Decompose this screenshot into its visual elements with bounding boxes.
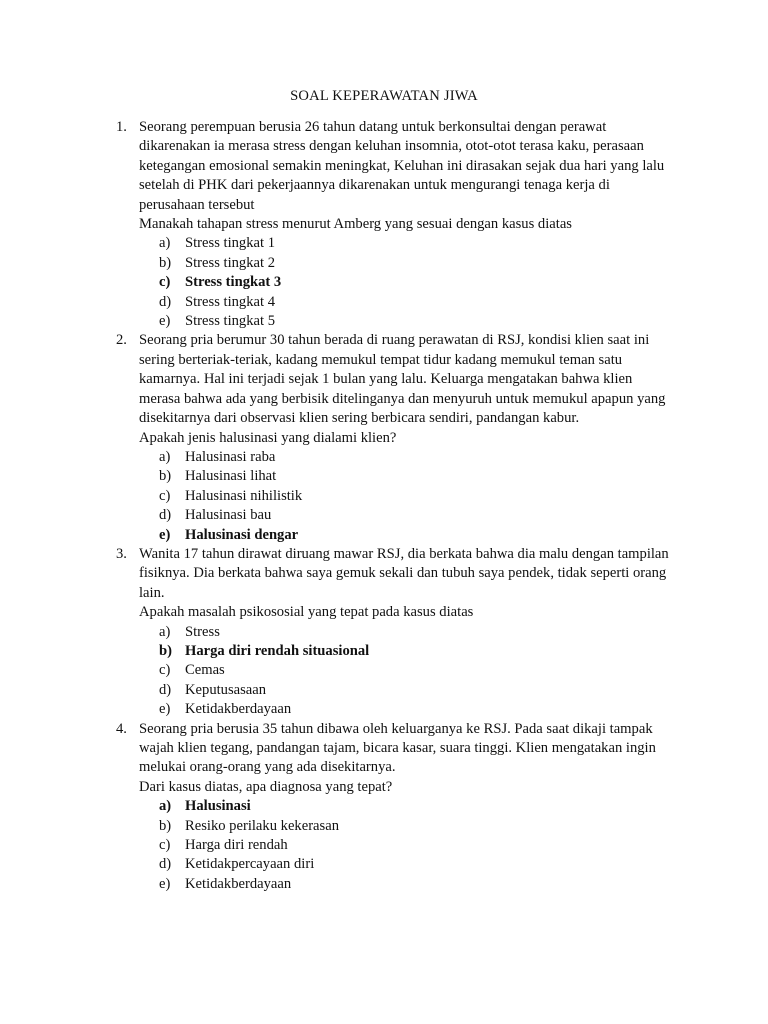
option-letter: e) (159, 701, 171, 718)
question-prompt: Apakah masalah psikososial yang tepat pada kasus diatas (139, 604, 474, 621)
question-1 (116, 118, 676, 331)
option-d (139, 293, 676, 312)
option-text: Cemas (185, 662, 225, 679)
option-letter: d) (159, 507, 172, 524)
question-2 (116, 331, 676, 544)
question-4 (116, 720, 676, 895)
option-c (139, 836, 676, 855)
question-prompt: Manakah tahapan stress menurut Amberg yang sesuai dengan kasus diatas (139, 216, 572, 233)
option-c (139, 487, 676, 506)
option-text: Halusinasi raba (185, 448, 276, 465)
option-letter: a) (159, 235, 171, 252)
question-number: 2. (116, 332, 127, 349)
option-b (139, 817, 676, 836)
option-c (139, 661, 676, 680)
option-b (139, 467, 676, 486)
option-text: Stress tingkat 5 (185, 313, 275, 330)
option-letter: c) (159, 274, 171, 291)
option-list (139, 234, 676, 331)
option-letter: d) (159, 856, 172, 873)
question-prompt: Apakah jenis halusinasi yang dialami klien? (139, 429, 397, 446)
option-text: Stress tingkat 1 (185, 235, 275, 252)
option-letter: b) (159, 642, 172, 659)
option-text: Stress tingkat 3 (185, 274, 282, 291)
option-letter: c) (159, 837, 171, 854)
option-letter: c) (159, 662, 171, 679)
option-list (139, 797, 676, 894)
option-b-answer (139, 642, 676, 661)
option-c-answer (139, 273, 676, 292)
option-text: Halusinasi dengar (185, 526, 299, 543)
option-letter: c) (159, 487, 171, 504)
option-text: Stress tingkat 4 (185, 293, 275, 310)
option-a-answer (139, 797, 676, 816)
option-text: Stress (185, 623, 220, 640)
question-prompt: Dari kasus diatas, apa diagnosa yang tepat? (139, 778, 393, 795)
option-list (139, 448, 676, 545)
option-d (139, 855, 676, 874)
option-letter: a) (159, 623, 171, 640)
option-text: Ketidakberdayaan (185, 701, 292, 718)
option-e (139, 700, 676, 719)
option-text: Halusinasi bau (185, 507, 272, 524)
option-d (139, 681, 676, 700)
option-text: Halusinasi (185, 798, 251, 815)
question-3 (116, 545, 676, 720)
option-text: Ketidakberdayaan (185, 875, 292, 892)
option-letter: e) (159, 313, 171, 330)
question-text: Wanita 17 tahun dirawat diruang mawar RSJ, dia berkata bahwa dia malu dengan tampilan fisiknya. Dia berkata bahwa saya gemuk sekali dan tubuh saya pendek, tidak seperti orang lain. (139, 545, 669, 601)
option-text: Keputusasaan (185, 681, 267, 698)
option-e-answer (139, 526, 676, 545)
option-text: Stress tingkat 2 (185, 254, 275, 271)
option-letter: a) (159, 798, 172, 815)
option-text: Resiko perilaku kekerasan (185, 817, 339, 834)
option-letter: b) (159, 817, 172, 834)
option-letter: b) (159, 468, 172, 485)
option-b (139, 254, 676, 273)
option-e (139, 312, 676, 331)
question-number: 1. (116, 119, 127, 135)
question-list (116, 118, 676, 894)
question-number: 3. (116, 545, 127, 562)
option-letter: e) (159, 875, 171, 892)
question-text: Seorang perempuan berusia 26 tahun datang untuk berkonsultai dengan perawat dikarenakan ia merasa stress dengan keluhan insomnia, otot-otot terasa kaku, perasaan ketegangan emosional semakin meningkat, Keluhan ini dirasakan sejak dua hari yang lalu setelah di PHK dari pekerjaannya dikarenakan untuk mengurangi tenaga kerja di perusahaan tersebut (139, 119, 665, 213)
option-text: Halusinasi nihilistik (185, 487, 303, 504)
option-letter: e) (159, 526, 171, 543)
option-letter: a) (159, 448, 171, 465)
question-text: Seorang pria berumur 30 tahun berada di ruang perawatan di RSJ, kondisi klien saat ini sering berteriak-teriak, kadang memukul tempat tidur kadang memukul teman satu kamarnya. Hal ini terjadi sejak 1 bulan yang lalu. Keluarga mengatakan bahwa klien merasa bahwa ada yang berbisik ditelinganya dan menyuruh untuk memukul apapun yang disekitarnya dari observasi klien sering berbicara sendiri, pandangan kabur. (139, 332, 666, 427)
page-title: SOAL KEPERAWATAN JIWA (290, 88, 478, 104)
option-a (139, 234, 676, 253)
option-a (139, 448, 676, 467)
option-a (139, 623, 676, 642)
option-list (139, 623, 676, 720)
option-text: Ketidakpercayaan diri (185, 856, 315, 873)
option-letter: d) (159, 681, 172, 698)
option-text: Harga diri rendah situasional (185, 642, 370, 659)
option-text: Harga diri rendah (185, 837, 288, 854)
question-number: 4. (116, 720, 127, 737)
option-d (139, 506, 676, 525)
option-letter: d) (159, 293, 172, 310)
option-letter: b) (159, 254, 172, 271)
option-text: Halusinasi lihat (185, 468, 277, 485)
question-text: Seorang pria berusia 35 tahun dibawa oleh keluarganya ke RSJ. Pada saat dikaji tampak wajah klien tegang, pandangan tajam, bicara kasar, suara tinggi. Klien mengatakan ingin melukai orang-orang yang ada disekitarnya. (139, 720, 656, 776)
option-e (139, 875, 676, 894)
